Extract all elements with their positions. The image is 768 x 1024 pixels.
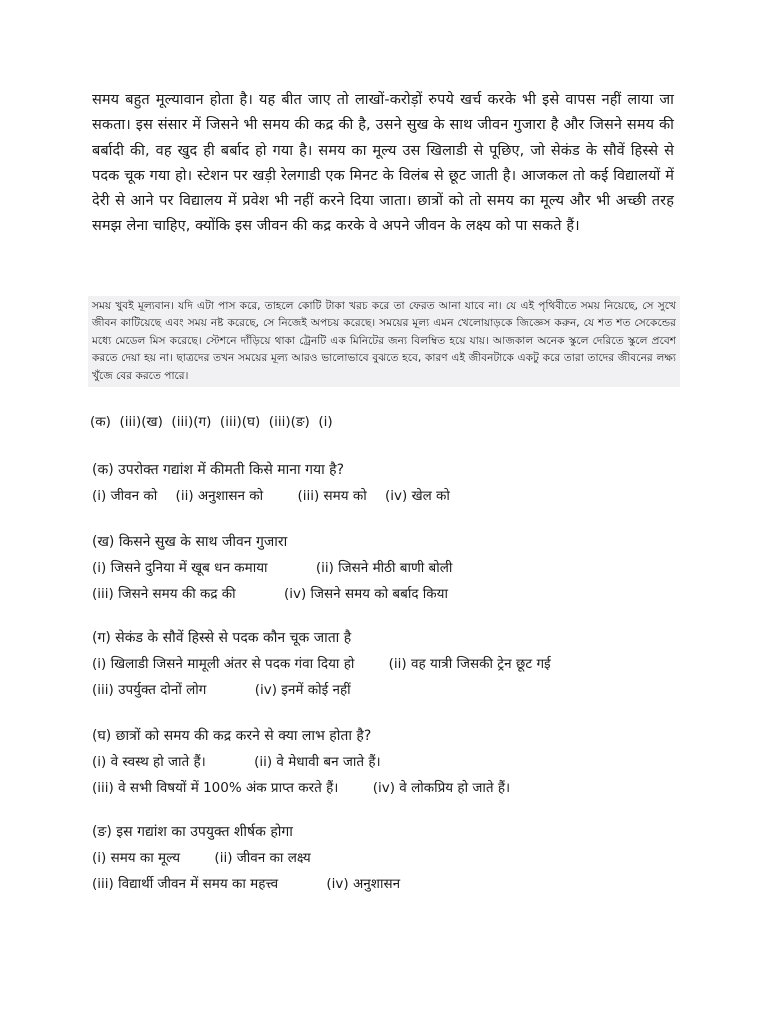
question-text: (घ) छात्रों को समय की कद्र करने से क्या लाभ होता है?	[92, 728, 372, 744]
answer-key-line: (क) (iii)(ख) (iii)(ग) (iii)(घ) (iii)(ङ) (i)	[90, 414, 333, 430]
option-i: (i) जिसने दुनिया में खूब धन कमाया	[92, 560, 268, 576]
hindi-passage: समय बहुत मूल्यावान होता है। यह बीत जाए तो लाखों-करोड़ों रुपये खर्च करके भी इसे वापस नहीं लाया जा सकता। इस संसार में जिसने भी समय की कद्र की है, उसने सुख के साथ जीवन गुजारा है और जिसने समय की बर्बादी की, वह खुद ही बर्बाद हो गया है। समय का मूल्य उस खिलाडी से पूछिए, जो सेकंड के सौवें हिस्से से पदक चूक गया हो। स्टेशन पर खड़ी रेलगाडी एक मिनट के विलंब से छूट जाती है। आजकल तो कई विद्यालयों में देरी से आने पर विद्यालय में प्रवेश भी नहीं करने दिया जाता। छात्रों को तो समय का मूल्य और भी अच्छी तरह समझ लेना चाहिए, क्योंकि इस जीवन की कद्र करके वे अपने जीवन के लक्ष्य को पा सकते हैं।	[92, 92, 674, 235]
question-ka	[92, 460, 712, 506]
options-row	[92, 848, 712, 868]
option-ii: (ii) जिसने मीठी बाणी बोली	[315, 560, 453, 576]
option-iii: (iii) उपर्युक्त दोनों लोग	[92, 682, 207, 698]
options-row	[92, 654, 712, 674]
option-iv: (iv) अनुशासन	[326, 876, 401, 892]
option-ii: (ii) वह यात्री जिसकी ट्रेन छूट गई	[388, 656, 551, 672]
option-iv: (iv) वे लोकप्रिय हो जाते हैं।	[372, 780, 511, 796]
option-i: (i) वे स्वस्थ हो जाते हैं।	[92, 754, 206, 770]
question-text: (ग) सेकंड के सौवें हिस्से से पदक कौन चूक जाता है	[92, 630, 352, 646]
option-iv: (iv) खेल को	[385, 488, 450, 504]
question-kha	[92, 532, 712, 604]
option-iii: (iii) विद्यार्थी जीवन में समय का महत्त्व	[92, 876, 279, 892]
options-row	[92, 778, 712, 798]
option-iii: (iii) जिसने समय की कद्र की	[92, 586, 236, 602]
option-ii: (ii) जीवन का लक्ष्य	[214, 850, 311, 866]
question-gha	[92, 726, 712, 798]
option-ii: (ii) अनुशासन को	[175, 488, 264, 504]
options-row	[92, 584, 712, 604]
option-iii: (iii) वे सभी विषयों में 100% अंक प्राप्त करते हैं।	[92, 780, 339, 796]
question-text: (ख) किसने सुख के साथ जीवन गुजारा	[92, 534, 288, 550]
option-i: (i) समय का मूल्य	[92, 850, 181, 866]
bengali-passage: সময় খুবই মূল্যবান। যদি এটা পাস করে, তাহলে কোটি টাকা খরচ করে তা ফেরত আনা যাবে না। যে এই পৃথিবীতে সময় নিয়েছে, সে সুখে জীবন কাটিয়েছে এবং সময় নষ্ট করেছে, সে নিজেই অপচয় করেছে। সময়ের মূল্য এমন খেলোয়াড়কে জিজ্ঞেস করুন, যে শত শত সেকেন্ডের মধ্যে মেডেল মিস করেছে। স্টেশনে দাঁড়িয়ে থাকা ট্রেনটি এক মিনিটের জন্য বিলম্বিত হয়ে যায়। আজকাল অনেক স্কুলে দেরিতে স্কুলে প্রবেশ করতে দেয়া হয় না। ছাত্রদের তখন সময়ের মূল্য আরও ভালোভাবে বুঝতে হবে, কারণ এই জীবনটাকে একটু করে তারা তাদের জীবনের লক্ষ্য খুঁজে বের করতে পারে।	[88, 296, 680, 387]
options-row	[92, 752, 712, 772]
options-row	[92, 874, 712, 894]
option-i: (i) जीवन को	[92, 488, 158, 504]
option-iv: (iv) जिसने समय को बर्बाद किया	[283, 586, 448, 602]
options-row	[92, 558, 712, 578]
question-ga	[92, 628, 712, 700]
option-ii: (ii) वे मेधावी बन जाते हैं।	[254, 754, 381, 770]
options-row	[92, 680, 712, 700]
option-i: (i) खिलाडी जिसने मामूली अंतर से पदक गंवा दिया हो	[92, 656, 355, 672]
question-nga	[92, 822, 712, 894]
question-text: (ङ) इस गद्यांश का उपयुक्त शीर्षक होगा	[92, 824, 293, 840]
option-iv: (iv) इनमें कोई नहीं	[254, 682, 351, 698]
question-text: (क) उपरोक्त गद्यांश में कीमती किसे माना गया है?	[92, 462, 345, 478]
options-row	[92, 486, 712, 506]
option-iii: (iii) समय को	[297, 488, 367, 504]
